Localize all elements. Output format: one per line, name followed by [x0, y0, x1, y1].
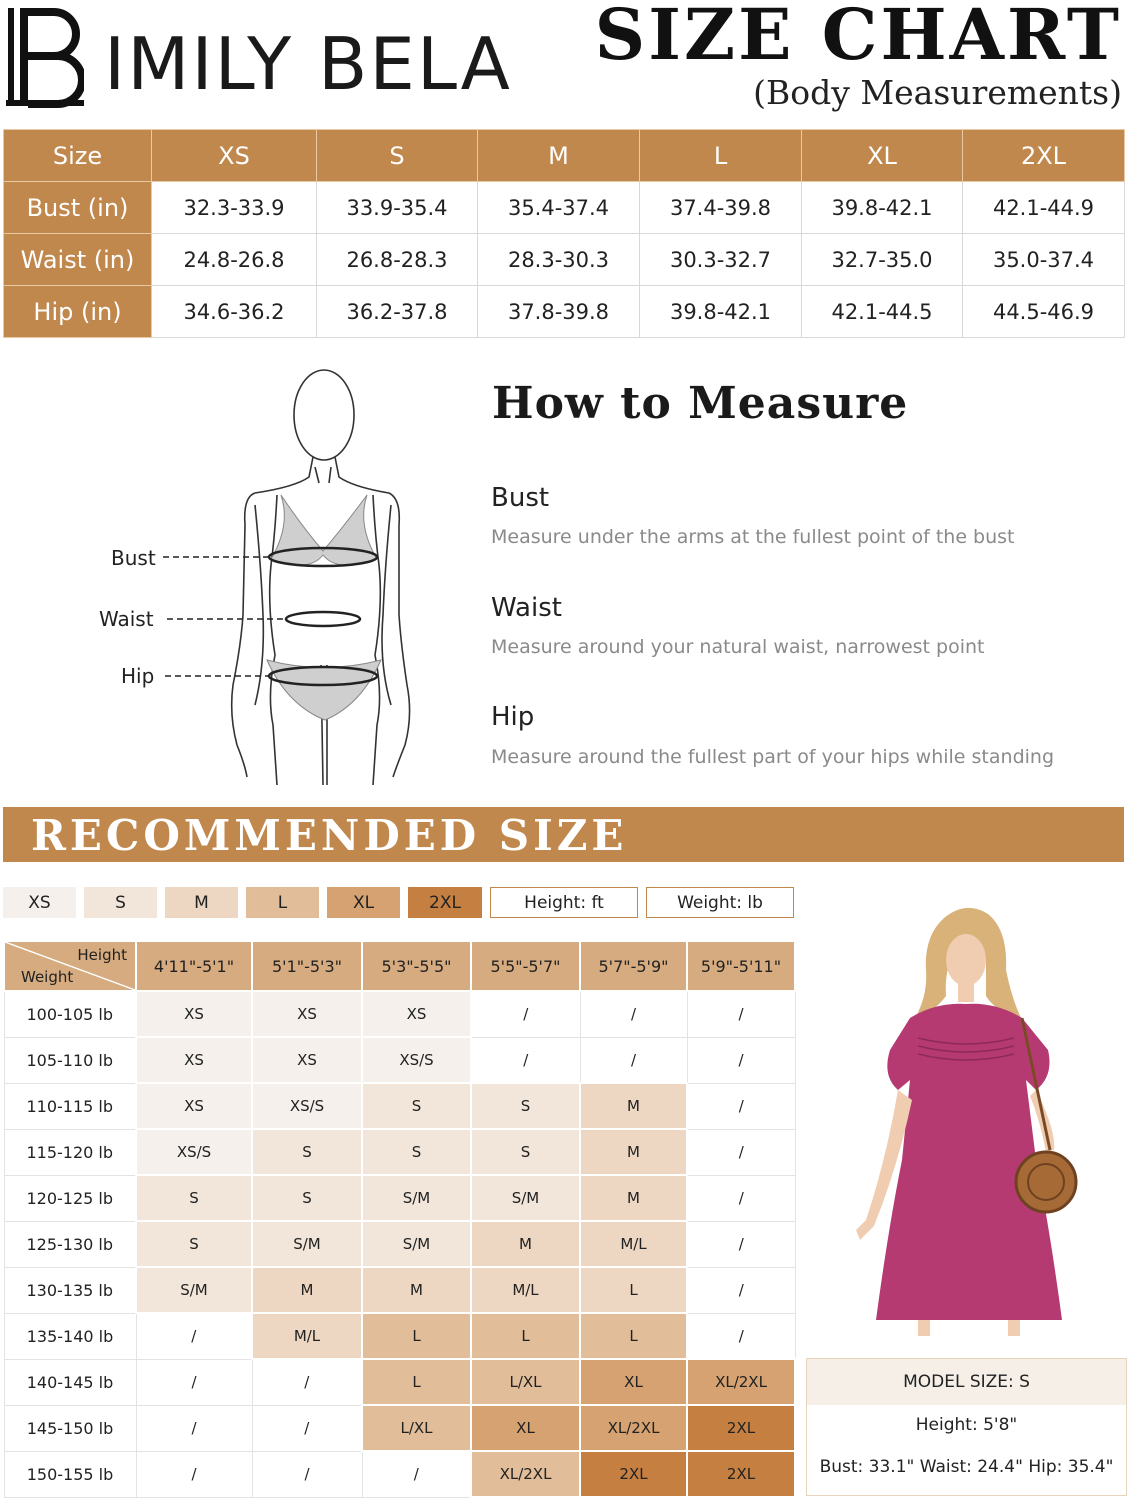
table-row	[4, 1451, 795, 1497]
legend-xl: XL	[327, 887, 400, 918]
table-header-row	[4, 130, 1125, 182]
header-cell: L	[640, 130, 802, 182]
table-row	[4, 1405, 795, 1451]
size-cell: XS/S	[252, 1083, 362, 1129]
weight-label: 150-155 lb	[4, 1451, 136, 1497]
size-cell: M	[580, 1129, 687, 1175]
table-cell: 44.5-46.9	[963, 286, 1125, 338]
table-cell: 39.8-42.1	[802, 182, 963, 234]
measure-heading-hip: Hip	[491, 702, 535, 732]
table-cell: 35.4-37.4	[478, 182, 640, 234]
table-row	[4, 1175, 795, 1221]
size-cell: S	[471, 1083, 580, 1129]
header-cell: S	[317, 130, 478, 182]
legend-weight-unit: Weight: lb	[646, 887, 794, 918]
corner-weight-label: Weight	[21, 968, 74, 986]
header-cell: 2XL	[963, 130, 1125, 182]
size-cell: M/L	[580, 1221, 687, 1267]
header-cell: XS	[152, 130, 317, 182]
legend-m: M	[165, 887, 238, 918]
header-cell: Size	[4, 130, 152, 182]
weight-label: 120-125 lb	[4, 1175, 136, 1221]
weight-label: 125-130 lb	[4, 1221, 136, 1267]
weight-label: 100-105 lb	[4, 991, 136, 1037]
table-cell: 42.1-44.9	[963, 182, 1125, 234]
size-cell: /	[252, 1359, 362, 1405]
size-cell: S/M	[471, 1175, 580, 1221]
brand-logo-icon	[6, 4, 84, 108]
table-cell: 35.0-37.4	[963, 234, 1125, 286]
table-cell: 37.4-39.8	[640, 182, 802, 234]
legend-height-unit: Height: ft	[490, 887, 638, 918]
weight-label: 115-120 lb	[4, 1129, 136, 1175]
size-cell: /	[471, 991, 580, 1037]
brand-name: IMILY BELA	[104, 22, 512, 106]
table-row	[4, 234, 1125, 286]
size-cell: S/M	[362, 1175, 471, 1221]
how-to-measure-title: How to Measure	[492, 378, 909, 429]
size-cell: /	[687, 991, 795, 1037]
size-cell: S	[136, 1221, 252, 1267]
legend-xs: XS	[3, 887, 76, 918]
legend-s: S	[84, 887, 157, 918]
measure-heading-bust: Bust	[491, 483, 550, 513]
corner-cell	[4, 941, 136, 991]
row-label: Hip (in)	[4, 286, 152, 338]
model-info-box	[806, 1358, 1127, 1496]
table-row	[4, 1129, 795, 1175]
table-cell: 36.2-37.8	[317, 286, 478, 338]
size-cell: XL/2XL	[580, 1405, 687, 1451]
size-cell: L	[471, 1313, 580, 1359]
size-cell: XS/S	[362, 1037, 471, 1083]
size-cell: L	[580, 1313, 687, 1359]
table-cell: 33.9-35.4	[317, 182, 478, 234]
size-cell: S/M	[136, 1267, 252, 1313]
table-cell: 34.6-36.2	[152, 286, 317, 338]
size-cell: M/L	[471, 1267, 580, 1313]
size-cell: 2XL	[580, 1451, 687, 1497]
size-cell: S	[471, 1129, 580, 1175]
recommended-size-table	[3, 940, 796, 1498]
height-header-cell: 5'7"-5'9"	[580, 941, 687, 991]
size-cell: M	[362, 1267, 471, 1313]
weight-label: 130-135 lb	[4, 1267, 136, 1313]
table-row	[4, 1359, 795, 1405]
size-cell: 2XL	[687, 1405, 795, 1451]
size-cell: XS	[252, 991, 362, 1037]
table-cell: 30.3-32.7	[640, 234, 802, 286]
size-cell: S	[362, 1083, 471, 1129]
body-outline-figure	[95, 365, 425, 790]
weight-label: 135-140 lb	[4, 1313, 136, 1359]
table-cell: 28.3-30.3	[478, 234, 640, 286]
size-cell: M	[580, 1083, 687, 1129]
size-cell: M	[580, 1175, 687, 1221]
size-cell: S/M	[252, 1221, 362, 1267]
size-cell: /	[687, 1175, 795, 1221]
size-cell: /	[687, 1267, 795, 1313]
row-label: Waist (in)	[4, 234, 152, 286]
table-cell: 32.7-35.0	[802, 234, 963, 286]
size-cell: L	[362, 1313, 471, 1359]
size-cell: XL	[580, 1359, 687, 1405]
measure-heading-waist: Waist	[491, 593, 562, 623]
size-chart-subtitle: (Body Measurements)	[753, 73, 1122, 112]
size-cell: XS	[252, 1037, 362, 1083]
size-cell: /	[252, 1405, 362, 1451]
size-cell: XL/2XL	[687, 1359, 795, 1405]
model-photo	[826, 900, 1126, 1340]
measure-desc-waist: Measure around your natural waist, narrowest point	[491, 636, 985, 658]
size-cell: /	[580, 991, 687, 1037]
recommended-size-title: RECOMMENDED SIZE	[31, 811, 628, 860]
figure-label-bust: Bust	[111, 546, 156, 570]
height-header-row	[4, 941, 795, 991]
size-cell: S	[252, 1175, 362, 1221]
legend-2xl: 2XL	[408, 887, 482, 918]
figure-label-waist: Waist	[99, 607, 154, 631]
size-cell: XS/S	[136, 1129, 252, 1175]
size-cell: XS	[362, 991, 471, 1037]
size-cell: L/XL	[362, 1405, 471, 1451]
size-cell: /	[687, 1221, 795, 1267]
measure-desc-hip: Measure around the fullest part of your hips while standing	[491, 746, 1055, 768]
size-cell: S	[252, 1129, 362, 1175]
size-cell: S	[362, 1129, 471, 1175]
body-measurements-table	[3, 129, 1125, 338]
size-cell: XL/2XL	[471, 1451, 580, 1497]
table-row	[4, 1037, 795, 1083]
table-row	[4, 1083, 795, 1129]
weight-label: 105-110 lb	[4, 1037, 136, 1083]
size-cell: /	[687, 1129, 795, 1175]
model-height-label: Height: 5'8"	[915, 1415, 1018, 1435]
model-size-label: MODEL SIZE: S	[807, 1359, 1126, 1405]
size-cell: L/XL	[471, 1359, 580, 1405]
recommended-size-banner	[3, 807, 1124, 862]
size-cell: XL	[471, 1405, 580, 1451]
size-cell: L	[362, 1359, 471, 1405]
size-cell: XS	[136, 991, 252, 1037]
weight-label: 110-115 lb	[4, 1083, 136, 1129]
size-cell: /	[136, 1313, 252, 1359]
height-header-cell: 5'1"-5'3"	[252, 941, 362, 991]
table-row	[4, 1267, 795, 1313]
height-header-cell: 5'5"-5'7"	[471, 941, 580, 991]
size-cell: /	[471, 1037, 580, 1083]
table-row	[4, 1313, 795, 1359]
height-header-cell: 4'11"-5'1"	[136, 941, 252, 991]
figure-label-hip: Hip	[121, 664, 155, 688]
header-cell: M	[478, 130, 640, 182]
table-row	[4, 991, 795, 1037]
size-cell: XS	[136, 1037, 252, 1083]
weight-label: 145-150 lb	[4, 1405, 136, 1451]
size-cell: /	[687, 1313, 795, 1359]
table-row	[4, 286, 1125, 338]
model-measurements-label: Bust: 33.1" Waist: 24.4" Hip: 35.4"	[819, 1457, 1114, 1477]
size-cell: M/L	[252, 1313, 362, 1359]
legend-l: L	[246, 887, 319, 918]
size-cell: M	[471, 1221, 580, 1267]
table-row	[4, 182, 1125, 234]
size-cell: S	[136, 1175, 252, 1221]
table-cell: 37.8-39.8	[478, 286, 640, 338]
size-cell: /	[252, 1451, 362, 1497]
table-cell: 39.8-42.1	[640, 286, 802, 338]
size-cell: L	[580, 1267, 687, 1313]
size-cell: XS	[136, 1083, 252, 1129]
header-cell: XL	[802, 130, 963, 182]
size-cell: /	[136, 1405, 252, 1451]
size-cell: M	[252, 1267, 362, 1313]
size-cell: /	[580, 1037, 687, 1083]
height-header-cell: 5'9"-5'11"	[687, 941, 795, 991]
table-cell: 24.8-26.8	[152, 234, 317, 286]
size-cell: /	[362, 1451, 471, 1497]
size-cell: /	[687, 1083, 795, 1129]
table-cell: 26.8-28.3	[317, 234, 478, 286]
size-chart-title: SIZE CHART	[594, 0, 1122, 76]
corner-height-label: Height	[77, 946, 127, 964]
size-cell: 2XL	[687, 1451, 795, 1497]
size-cell: /	[136, 1359, 252, 1405]
size-cell: /	[687, 1037, 795, 1083]
row-label: Bust (in)	[4, 182, 152, 234]
height-header-cell: 5'3"-5'5"	[362, 941, 471, 991]
measure-desc-bust: Measure under the arms at the fullest point of the bust	[491, 526, 1015, 548]
table-cell: 32.3-33.9	[152, 182, 317, 234]
size-cell: /	[136, 1451, 252, 1497]
weight-label: 140-145 lb	[4, 1359, 136, 1405]
table-cell: 42.1-44.5	[802, 286, 963, 338]
size-cell: S/M	[362, 1221, 471, 1267]
table-row	[4, 1221, 795, 1267]
